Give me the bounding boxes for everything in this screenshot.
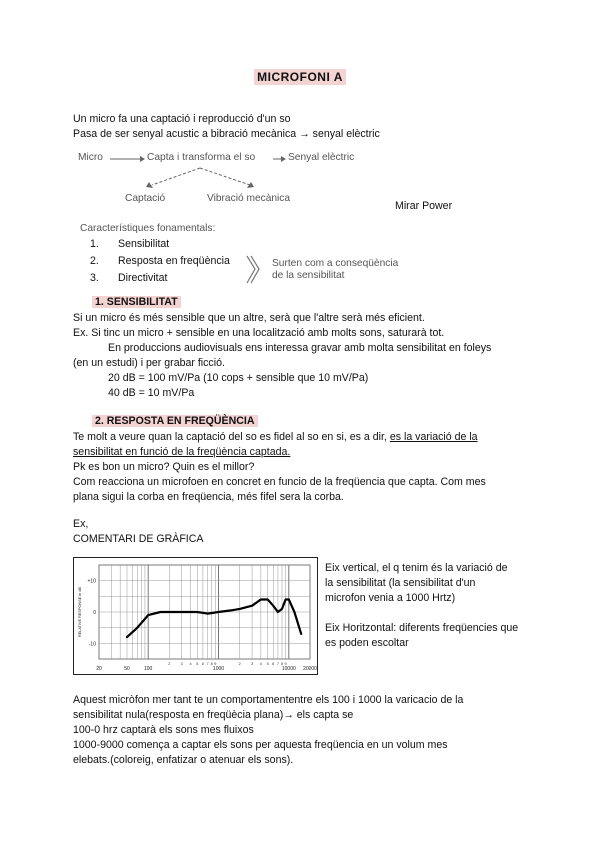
section-2-comentari: COMENTARI DE GRÀFICA (73, 533, 204, 545)
chart-minor-tick-label: 4 (259, 662, 262, 666)
section-2-heading (92, 415, 258, 427)
flow-captacio: Captació (125, 193, 166, 204)
characteristics-note-line-2: de la sensibilitat (272, 270, 345, 281)
section-1-eq2: 40 dB = 10 mV/Pa (108, 387, 195, 399)
chart-frame (74, 558, 318, 675)
flow-senyal: Senyal elèctric (288, 152, 355, 163)
graph-note-horizontal-1: Eix Horitzontal: diferents freqüencies que (325, 622, 519, 634)
characteristic-label-3: Directivitat (118, 272, 168, 284)
characteristic-label-1: Sensibilitat (118, 238, 170, 250)
graph-note-vertical-1: Eix vertical, el q tenim és la variació de (325, 562, 508, 574)
section-2-p1a-underlined: es la variació de la (389, 431, 478, 443)
flow-micro: Micro (78, 152, 103, 163)
conclusion-line-4: 1000-9000 comença a captar els sons per aquesta freqüencia en un volum mes (73, 739, 448, 751)
characteristic-num-1: 1. (90, 238, 99, 250)
chart-minor-tick-label: 2 (168, 662, 171, 666)
flow-arrows (0, 0, 600, 230)
graph-note-vertical-2: la sensibilitat (la sensibilitat d'un (325, 577, 476, 589)
conclusion-line-3: 100-0 hrz captarà els sons mes fluixos (73, 724, 254, 736)
chart-minor-tick-label: 6 (272, 662, 275, 666)
section-1-p2: Ex. Si tinc un micro + sensible en una localització amb molts sons, saturarà tot. (73, 327, 445, 339)
chart-minor-tick-label: 5 (196, 662, 199, 666)
chart-minor-tick-label: 9 (284, 662, 287, 666)
chart-y-tick-label: 0 (93, 610, 96, 616)
section-1-heading-text: 1. SENSIBILITAT (92, 296, 181, 308)
section-2-p3b: plana sigui la corba en freqüencia, més fifel sera la corba. (73, 491, 344, 503)
section-2-p1a-plain: Te molt a veure quan la captació del so es fidel al so en si, es a dir, (73, 431, 390, 443)
chart-minor-tick-label: 8 (210, 662, 213, 666)
conclusion-line-2: sensibilitat nula(resposta en freqüècia plana)→ els capta se (73, 709, 354, 721)
chart-x-tick-label: 20 (96, 666, 102, 672)
section-1-p1: Si un micro és més sensible que un altre, serà que l'altre serà més eficient. (73, 312, 425, 324)
section-1-p3b: (en un estudi) i per grabar ficció. (73, 357, 225, 369)
chart-minor-tick-label: 3 (250, 662, 254, 666)
section-2-p2: Pk es bon un micro? Quin es el millor? (73, 461, 255, 473)
frequency-response-chart (73, 557, 318, 675)
chart-minor-tick-label: 7 (276, 662, 279, 666)
characteristics-heading: Característiques fonamentals: (80, 223, 216, 234)
graph-note-vertical-3: microfon venia a 1000 Hrtz) (325, 592, 456, 604)
chart-x-tick-label: 1000 (212, 666, 225, 672)
chart-x-tick-label: 100 (143, 666, 153, 672)
chart-minor-tick-label: 8 (280, 662, 284, 666)
section-2-p1b: sensibilitat en funció de la freqüència captada. (73, 446, 291, 458)
section-2-heading-text: 2. RESPOSTA EN FREQÜÈNCIA (92, 415, 258, 427)
page-title-text: MICROFONI A (254, 69, 346, 85)
chart-minor-tick-label: 2 (238, 662, 241, 666)
conclusion-line-1: Aquest micròfon mer tant te un comportamententre els 100 i 1000 la varicacio de la (73, 694, 464, 706)
intro-line-2: Pasa de ser senyal acustic a bibració mecànica → senyal elèctric (73, 128, 380, 140)
mirar-power-note: Mirar Power (395, 200, 453, 212)
section-1-heading (92, 296, 181, 308)
flow-capta: Capta i transforma el so (147, 152, 256, 163)
characteristics-note-line-1: Surten com a conseqüència (272, 258, 399, 269)
chart-minor-tick-label: 9 (214, 662, 217, 666)
section-1-eq1: 20 dB = 100 mV/Pa (10 cops + sensible que 10 mV/Pa) (108, 372, 369, 384)
chart-x-tick-label: 10000 (281, 666, 296, 672)
flow-vibracio: Vibració mecànica (207, 193, 291, 204)
chart-minor-tick-label: 6 (201, 662, 204, 666)
characteristic-num-2: 2. (90, 255, 99, 267)
intro-line-1: Un micro fa una captació i reproducció d'un so (73, 113, 291, 125)
characteristic-num-3: 3. (90, 272, 99, 284)
chart-y-tick-label: -10 (88, 641, 96, 648)
section-2-p3a: Com reacciona un microfoen en concret en funcio de la freqüencia que capta. Com mes (73, 476, 486, 488)
chart-y-tick-label: +10 (87, 578, 96, 585)
chart-y-axis-label: RELATIVE RESPONSE in dB (78, 587, 82, 637)
graph-note-horizontal-2: es poden escoltar (325, 637, 409, 649)
conclusion-line-5: elebats.(coloreig, enfatizar o atenuar els sons). (73, 754, 294, 766)
characteristic-label-2: Resposta en freqüència (118, 255, 230, 267)
chart-x-tick-label: 20000 (303, 666, 317, 672)
section-2-p1a (73, 431, 478, 443)
section-2-ex: Ex, (73, 518, 89, 530)
chart-minor-tick-label: 5 (266, 662, 269, 666)
chart-minor-tick-label: 3 (180, 662, 183, 666)
section-1-p3a: En produccions audiovisuals ens interessa gravar amb molta sensibilitat en foleys (108, 342, 492, 354)
brace-chevron-icon (244, 254, 260, 286)
chart-minor-tick-label: 7 (206, 662, 209, 666)
chart-x-tick-label: 50 (124, 666, 130, 672)
chart-minor-tick-label: 4 (189, 662, 192, 666)
